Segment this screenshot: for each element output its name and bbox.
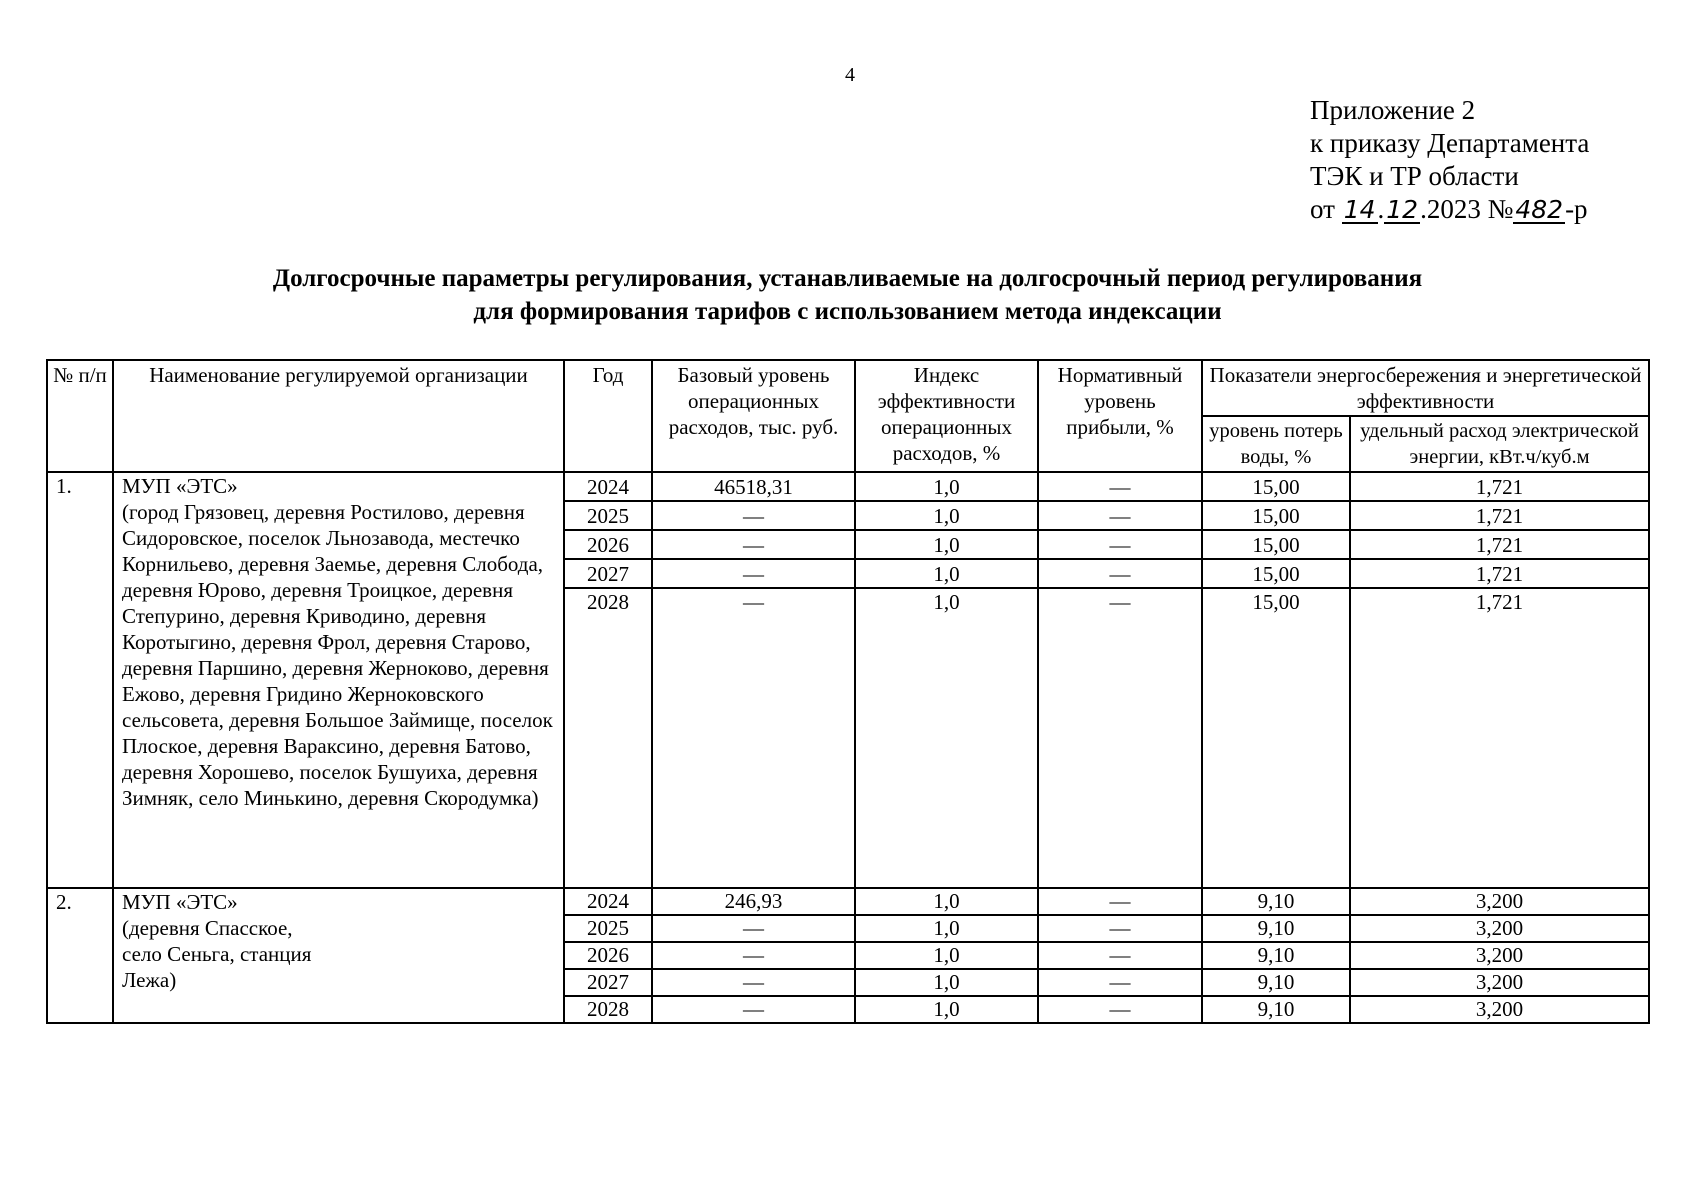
header-energy-group: Показатели энергосбережения и энергетической эффективности xyxy=(1202,360,1649,416)
table-row xyxy=(47,888,1649,915)
efficiency-index-cell: 1,0 xyxy=(855,942,1038,969)
electricity-cell: 1,721 xyxy=(1350,559,1649,588)
electricity-cell: 3,200 xyxy=(1350,969,1649,996)
profit-level-cell: — xyxy=(1038,915,1202,942)
efficiency-index-cell: 1,0 xyxy=(855,888,1038,915)
org-2-cell xyxy=(113,888,564,1023)
order-suffix: -р xyxy=(1565,194,1588,224)
profit-level-cell: — xyxy=(1038,942,1202,969)
water-loss-cell: 15,00 xyxy=(1202,559,1350,588)
base-level-cell: — xyxy=(652,996,855,1023)
regulation-parameters-table xyxy=(46,359,1650,1024)
year-cell: 2028 xyxy=(564,588,652,888)
header-base-level: Базовый уровень операционных расходов, тыс. руб. xyxy=(652,360,855,472)
org-1-cell xyxy=(113,472,564,888)
handwritten-order-number: 482 xyxy=(1515,195,1564,224)
efficiency-index-cell: 1,0 xyxy=(855,559,1038,588)
electricity-cell: 3,200 xyxy=(1350,915,1649,942)
document-title xyxy=(40,262,1655,328)
base-level-cell: 246,93 xyxy=(652,888,855,915)
header-electricity-consumption: удельный расход электрической энергии, кВт.ч/куб.м xyxy=(1350,416,1649,472)
appendix-date-line xyxy=(1310,193,1589,226)
base-level-cell: — xyxy=(652,530,855,559)
year-cell: 2024 xyxy=(564,472,652,501)
header-water-loss: уровень потерь воды, % xyxy=(1202,416,1350,472)
efficiency-index-cell: 1,0 xyxy=(855,501,1038,530)
electricity-cell: 1,721 xyxy=(1350,501,1649,530)
handwritten-day: 14 xyxy=(1343,195,1376,224)
org-2-name: МУП «ЭТС» xyxy=(122,890,238,914)
profit-level-cell: — xyxy=(1038,472,1202,501)
base-level-cell: — xyxy=(652,942,855,969)
table-row xyxy=(47,472,1649,501)
profit-level-cell: — xyxy=(1038,996,1202,1023)
org-2-territory: (деревня Спасское, село Сеньга, станция Лежа) xyxy=(122,916,312,992)
org-2-number: 2. xyxy=(47,888,113,1023)
header-year: Год xyxy=(564,360,652,472)
efficiency-index-cell: 1,0 xyxy=(855,996,1038,1023)
appendix-line-1: Приложение 2 xyxy=(1310,95,1476,125)
org-1-territory: (город Грязовец, деревня Ростилово, деревня Сидоровское, поселок Льнозавода, местечко Корнильево, деревня Заемье, деревня Слобода, деревня Юрово, деревня Троицкое, деревня Степурино, деревня Криводино, деревня Коротыгино, деревня Фрол, деревня Старово, деревня Паршино, деревня Жерноково, деревня Ежово, деревня Гридино Жерноковского сельсовета, деревня Большое Займище, поселок Плоское, деревня Вараксино, деревня Батово, деревня Хорошево, поселок Бушуиха, деревня Зимняк, село Минькино, деревня Скородумка) xyxy=(122,500,553,810)
efficiency-index-cell: 1,0 xyxy=(855,588,1038,888)
profit-level-cell: — xyxy=(1038,969,1202,996)
electricity-cell: 1,721 xyxy=(1350,530,1649,559)
water-loss-cell: 15,00 xyxy=(1202,530,1350,559)
year-cell: 2024 xyxy=(564,888,652,915)
org-1-block xyxy=(47,472,1649,888)
appendix-stamp xyxy=(1310,94,1589,226)
year-cell: 2025 xyxy=(564,501,652,530)
electricity-cell: 1,721 xyxy=(1350,588,1649,888)
page-number: 4 xyxy=(845,64,855,86)
water-loss-cell: 9,10 xyxy=(1202,888,1350,915)
title-line-1: Долгосрочные параметры регулирования, устанавливаемые на долгосрочный период регулирования xyxy=(272,265,1423,292)
profit-level-cell: — xyxy=(1038,888,1202,915)
electricity-cell: 1,721 xyxy=(1350,472,1649,501)
year-cell: 2027 xyxy=(564,969,652,996)
org-1-number: 1. xyxy=(47,472,113,888)
electricity-cell: 3,200 xyxy=(1350,888,1649,915)
base-level-cell: — xyxy=(652,501,855,530)
header-efficiency-index: Индекс эффективности операционных расходов, % xyxy=(855,360,1038,472)
profit-level-cell: — xyxy=(1038,501,1202,530)
electricity-cell: 3,200 xyxy=(1350,942,1649,969)
base-level-cell: — xyxy=(652,588,855,888)
water-loss-cell: 15,00 xyxy=(1202,588,1350,888)
handwritten-month: 12 xyxy=(1386,195,1419,224)
appendix-line-3: ТЭК и ТР области xyxy=(1310,161,1519,191)
profit-level-cell: — xyxy=(1038,588,1202,888)
profit-level-cell: — xyxy=(1038,559,1202,588)
profit-level-cell: — xyxy=(1038,530,1202,559)
year-cell: 2027 xyxy=(564,559,652,588)
water-loss-cell: 9,10 xyxy=(1202,996,1350,1023)
year-cell: 2026 xyxy=(564,530,652,559)
water-loss-cell: 9,10 xyxy=(1202,915,1350,942)
header-org: Наименование регулируемой организации xyxy=(113,360,564,472)
base-level-cell: — xyxy=(652,915,855,942)
date-dot: . xyxy=(1377,194,1385,224)
year-cell: 2028 xyxy=(564,996,652,1023)
date-prefix: от xyxy=(1310,194,1335,224)
year-cell: 2026 xyxy=(564,942,652,969)
water-loss-cell: 15,00 xyxy=(1202,472,1350,501)
header-profit-level: Нормативный уровень прибыли, % xyxy=(1038,360,1202,472)
water-loss-cell: 15,00 xyxy=(1202,501,1350,530)
date-year-number-label: .2023 № xyxy=(1420,194,1514,224)
title-line-2: для формирования тарифов с использованием метода индексации xyxy=(473,298,1222,325)
water-loss-cell: 9,10 xyxy=(1202,969,1350,996)
water-loss-cell: 9,10 xyxy=(1202,942,1350,969)
appendix-line-2: к приказу Департамента xyxy=(1310,128,1590,158)
electricity-cell: 3,200 xyxy=(1350,996,1649,1023)
efficiency-index-cell: 1,0 xyxy=(855,969,1038,996)
year-cell: 2025 xyxy=(564,915,652,942)
efficiency-index-cell: 1,0 xyxy=(855,915,1038,942)
base-level-cell: 46518,31 xyxy=(652,472,855,501)
efficiency-index-cell: 1,0 xyxy=(855,472,1038,501)
base-level-cell: — xyxy=(652,969,855,996)
header-num: № п/п xyxy=(47,360,113,472)
base-level-cell: — xyxy=(652,559,855,588)
efficiency-index-cell: 1,0 xyxy=(855,530,1038,559)
org-2-block xyxy=(47,888,1649,1023)
org-1-name: МУП «ЭТС» xyxy=(122,474,238,498)
